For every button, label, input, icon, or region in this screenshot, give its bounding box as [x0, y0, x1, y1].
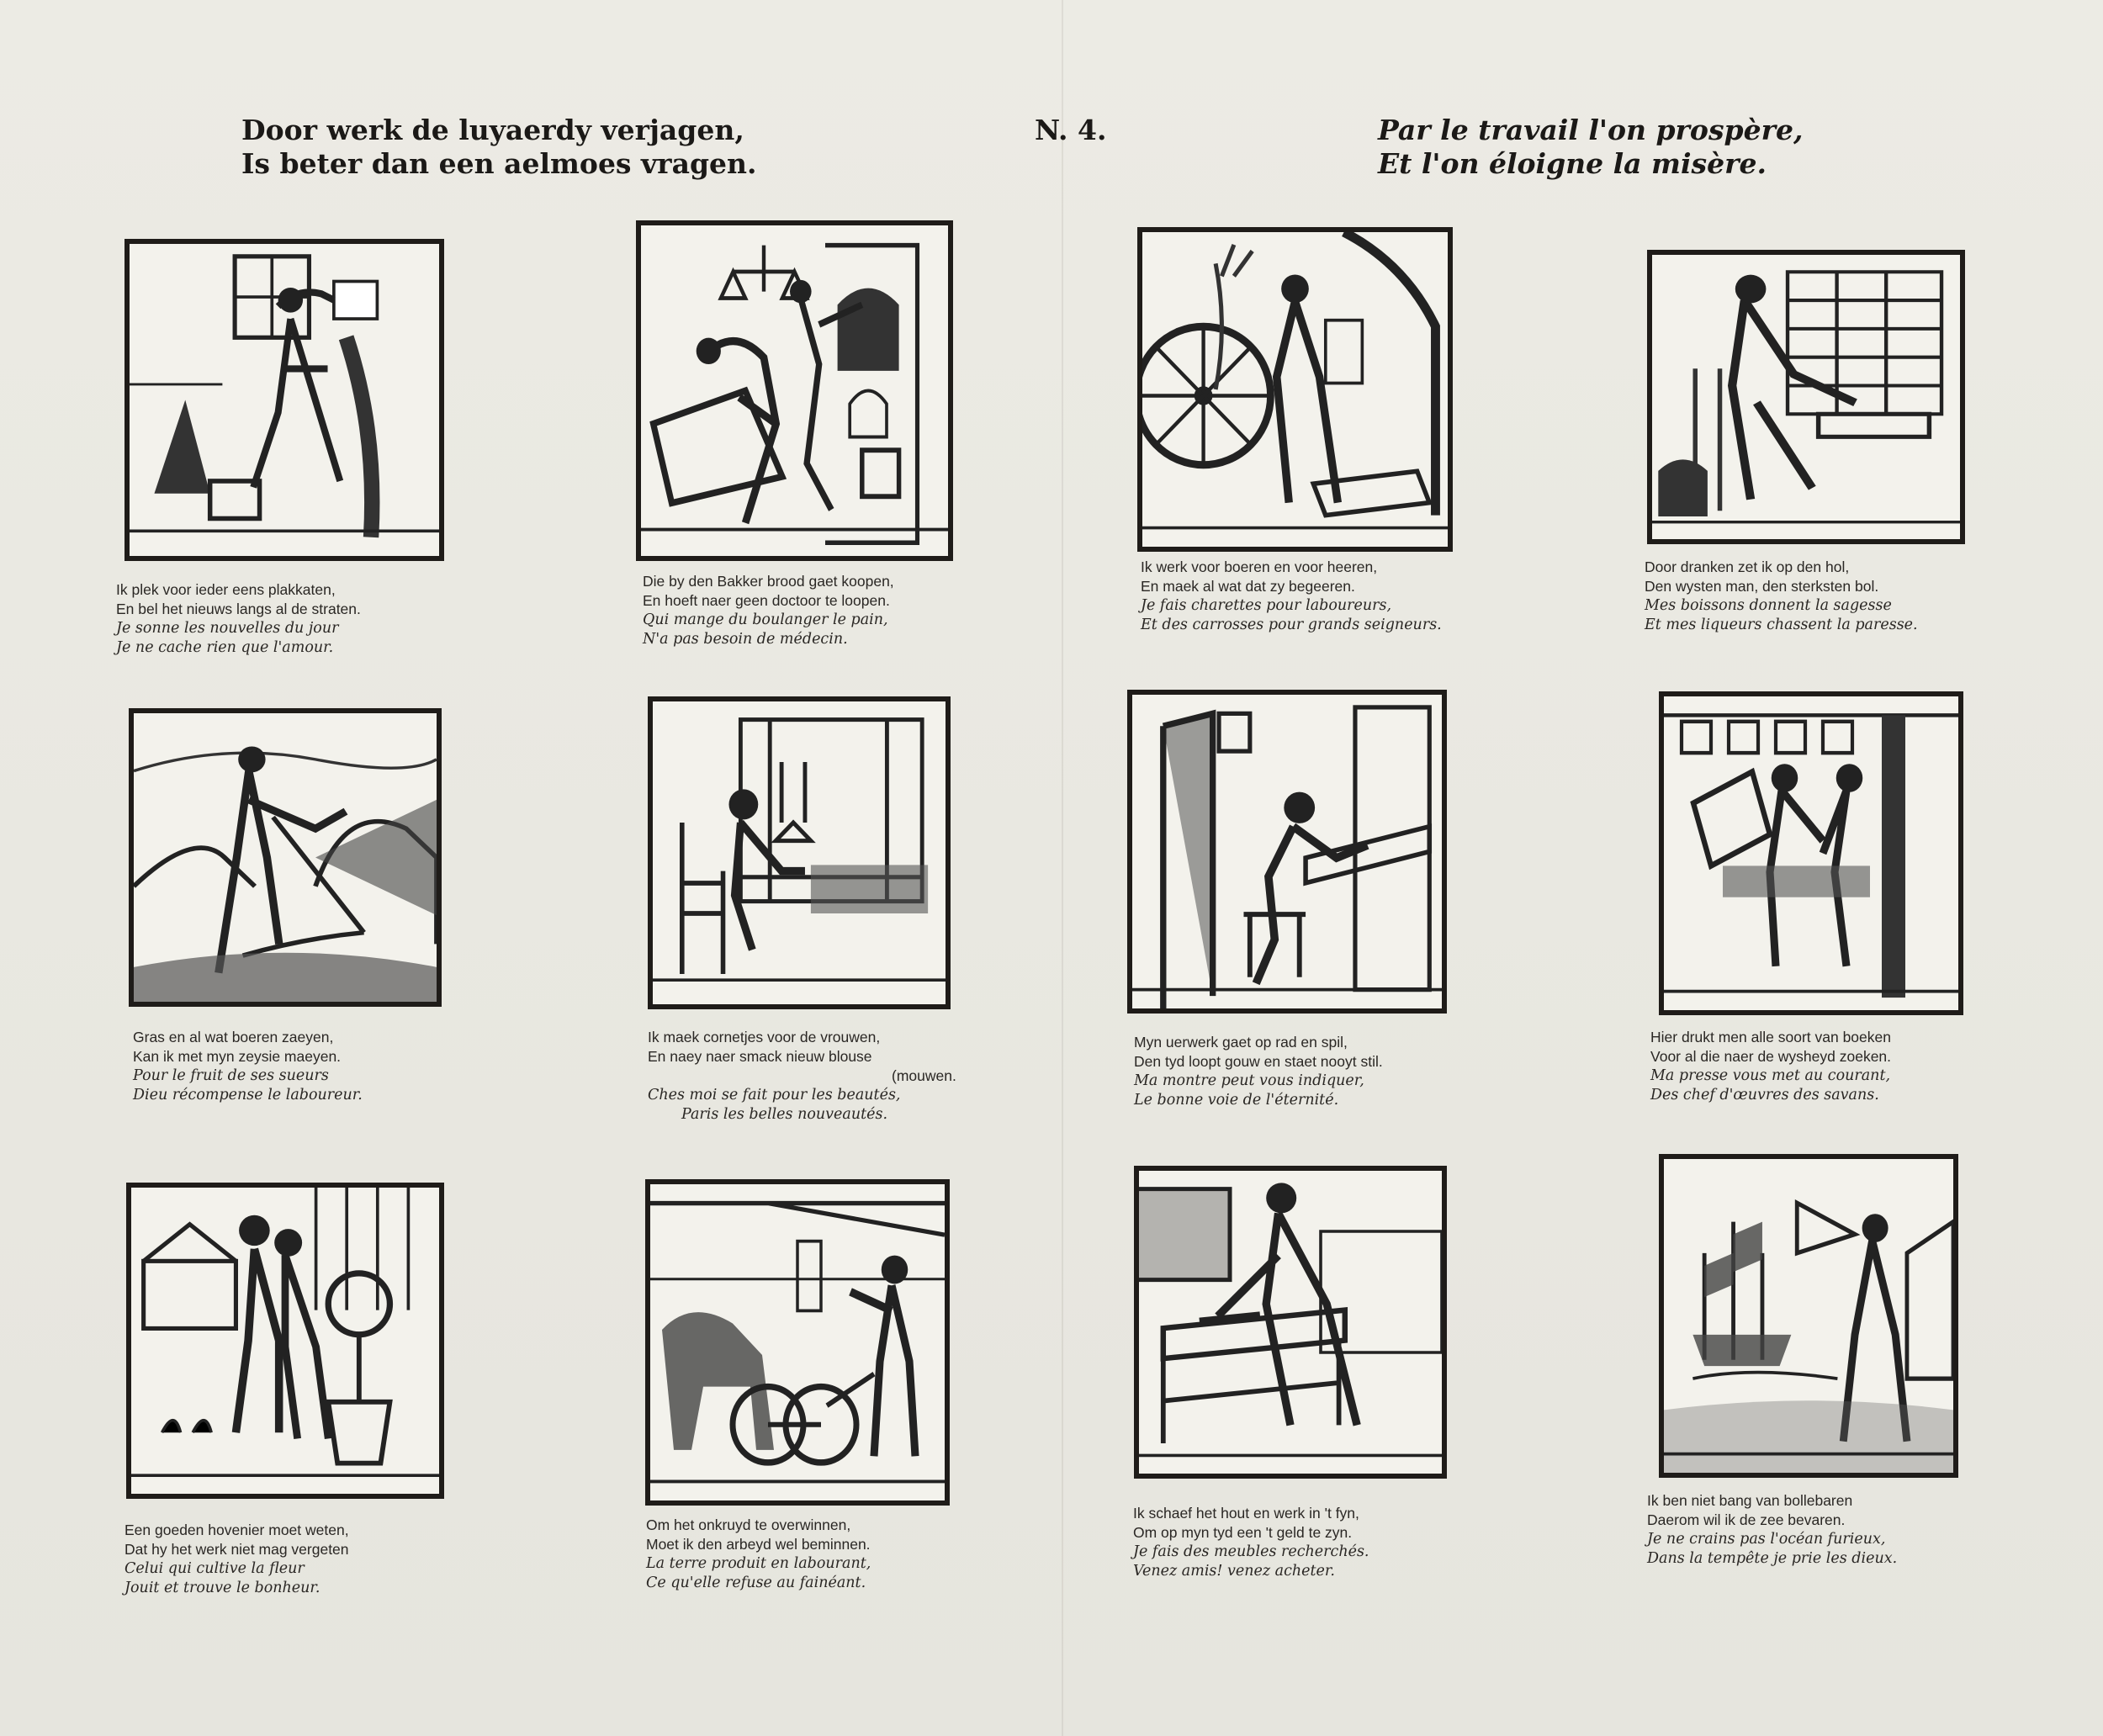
carpenter-icon: [1139, 1171, 1442, 1474]
baker-icon: [641, 225, 948, 556]
caption-ploughman: [646, 1516, 871, 1593]
caption-line: Dans la tempête je prie les dieux.: [1647, 1550, 1898, 1567]
ploughman-icon: [650, 1184, 945, 1500]
mower-icon: [134, 713, 437, 1002]
gardener-icon: [131, 1188, 439, 1494]
caption-line: Daerom wil ik de zee bevaren.: [1647, 1511, 1846, 1528]
caption-line: N'a pas besoin de médecin.: [643, 631, 848, 648]
caption-line: Le bonne voie de l'éternité.: [1134, 1092, 1339, 1109]
caption-line: Qui mange du boulanger le pain,: [643, 611, 888, 628]
dutch-title: [241, 114, 757, 181]
woodcut-baker: [636, 220, 953, 561]
caption-line: Je fais charettes pour laboureurs,: [1141, 597, 1392, 614]
printer-icon: [1664, 696, 1958, 1010]
woodcut-bill-poster: [124, 239, 444, 561]
caption-line: Myn uerwerk gaet op rad en spil,: [1134, 1034, 1348, 1051]
caption-line: Den wysten man, den sterksten bol.: [1645, 578, 1879, 595]
caption-line: Ik ben niet bang van bollebaren: [1647, 1492, 1853, 1509]
caption-line: Paris les belles nouveautés.: [681, 1106, 888, 1123]
caption-line: Een goeden hovenier moet weten,: [124, 1522, 349, 1538]
caption-line: Ik plek voor ieder eens plakkaten,: [116, 581, 336, 598]
woodcut-weaver: [648, 696, 951, 1009]
caption-line: Ik werk voor boeren en voor heeren,: [1141, 558, 1378, 575]
caption-line: Ik maek cornetjes voor de vrouwen,: [648, 1029, 881, 1045]
caption-line: La terre produit en labourant,: [646, 1555, 871, 1572]
woodcut-distiller: [1647, 250, 1965, 544]
watchmaker-icon: [1132, 695, 1442, 1008]
caption-line: Kan ik met myn zeysie maeyen.: [133, 1048, 342, 1065]
caption-line: Ma montre peut vous indiquer,: [1134, 1072, 1364, 1089]
caption-line: Gras en al wat boeren zaeyen,: [133, 1029, 334, 1045]
french-title: [1378, 114, 1803, 181]
caption-line: Je fais des meubles recherchés.: [1133, 1543, 1369, 1560]
bill-poster-icon: [130, 244, 439, 556]
dutch-title-line-1: Door werk de luyaerdy verjagen,: [241, 114, 744, 146]
caption-line: En naey naer smack nieuw blouse: [648, 1048, 872, 1065]
dutch-title-line-2: Is beter dan een aelmoes vragen.: [241, 147, 757, 180]
caption-distiller: [1645, 558, 1918, 635]
woodcut-navigator: [1659, 1154, 1958, 1478]
caption-line: Et mes liqueurs chassent la paresse.: [1645, 617, 1918, 633]
caption-line: Et des carrosses pour grands seigneurs.: [1141, 617, 1442, 633]
caption-line: Den tyd loopt gouw en staet nooyt stil.: [1134, 1053, 1383, 1070]
caption-line: Je sonne les nouvelles du jour: [116, 620, 339, 637]
caption-line: Celui qui cultive la fleur: [124, 1560, 305, 1577]
woodcut-gardener: [126, 1183, 444, 1499]
caption-baker: [643, 572, 894, 649]
caption-carpenter: [1133, 1504, 1369, 1581]
navigator-icon: [1664, 1159, 1953, 1473]
caption-line: Dieu récompense le laboureur.: [133, 1087, 363, 1104]
caption-line: En maek al wat dat zy begeeren.: [1141, 578, 1355, 595]
distiller-icon: [1652, 255, 1960, 539]
caption-line: Om het onkruyd te overwinnen,: [646, 1516, 851, 1533]
caption-line: Pour le fruit de ses sueurs: [133, 1067, 329, 1084]
woodcut-carpenter: [1134, 1166, 1447, 1479]
caption-weaver: [648, 1028, 956, 1125]
center-fold: [1062, 0, 1063, 1736]
sheet-number: N. 4.: [1035, 114, 1107, 146]
caption-line: (mouwen.: [892, 1067, 956, 1084]
caption-gardener: [124, 1521, 349, 1598]
caption-line: Je ne cache rien que l'amour.: [116, 639, 334, 656]
woodcut-watchmaker: [1127, 690, 1447, 1014]
woodcut-printer: [1659, 691, 1963, 1015]
caption-watchmaker: [1134, 1033, 1383, 1110]
caption-line: Venez amis! venez acheter.: [1133, 1563, 1335, 1580]
caption-line: Hier drukt men alle soort van boeken: [1650, 1029, 1891, 1045]
wheelwright-icon: [1142, 232, 1448, 547]
caption-printer: [1650, 1028, 1891, 1105]
caption-line: Je ne crains pas l'océan furieux,: [1647, 1531, 1886, 1548]
caption-line: Ce qu'elle refuse au fainéant.: [646, 1575, 866, 1591]
caption-line: Voor al die naer de wysheyd zoeken.: [1650, 1048, 1892, 1065]
caption-line: En hoeft naer geen doctoor te loopen.: [643, 592, 890, 609]
french-title-line-2: Et l'on éloigne la misère.: [1378, 147, 1767, 180]
caption-line: Moet ik den arbeyd wel beminnen.: [646, 1536, 871, 1553]
french-title-line-1: Par le travail l'on prospère,: [1378, 114, 1804, 146]
caption-line: Jouit et trouve le bonheur.: [124, 1580, 320, 1596]
caption-line: Ik schaef het hout en werk in 't fyn,: [1133, 1505, 1359, 1522]
caption-line: Ches moi se fait pour les beautés,: [648, 1087, 901, 1104]
caption-line: Mes boissons donnent la sagesse: [1645, 597, 1892, 614]
caption-line: Door dranken zet ik op den hol,: [1645, 558, 1850, 575]
woodcut-mower: [129, 708, 442, 1007]
caption-wheelwright: [1141, 558, 1442, 635]
caption-line: Ma presse vous met au courant,: [1650, 1067, 1891, 1084]
woodcut-wheelwright: [1137, 227, 1453, 552]
caption-line: Die by den Bakker brood gaet koopen,: [643, 573, 894, 590]
caption-mower: [133, 1028, 363, 1105]
caption-navigator: [1647, 1491, 1897, 1569]
woodcut-ploughman: [645, 1179, 950, 1506]
caption-bill-poster: [116, 580, 361, 658]
caption-line: Om op myn tyd een 't geld te zyn.: [1133, 1524, 1353, 1541]
weaver-icon: [653, 701, 946, 1004]
caption-line: En bel het nieuws langs al de straten.: [116, 601, 361, 617]
caption-line: Des chef d'œuvres des savans.: [1650, 1087, 1879, 1104]
caption-line: Dat hy het werk niet mag vergeten: [124, 1541, 349, 1558]
